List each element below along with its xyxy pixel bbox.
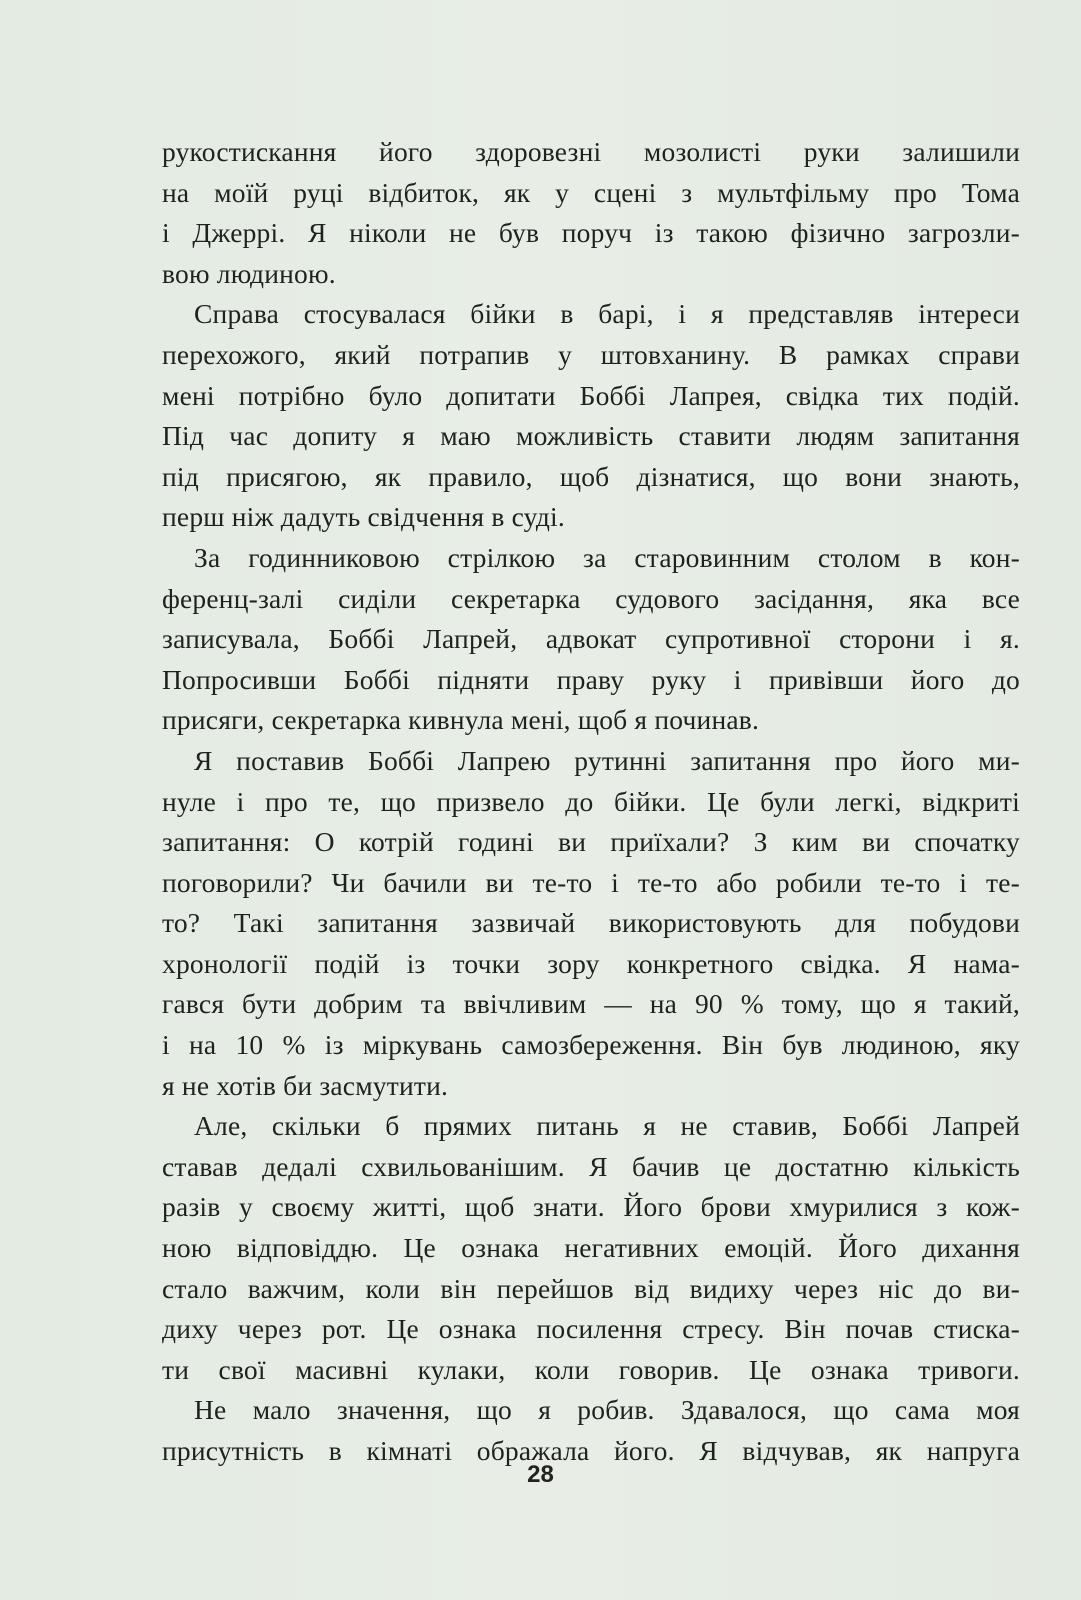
text-line: диху через рот. Це ознака посилення стресу. Він почав стиска- bbox=[162, 1313, 1020, 1345]
text-line: ти свої масивні кулаки, коли говорив. Це ознака тривоги. bbox=[162, 1353, 1020, 1385]
text-line: Справа стосувалася бійки в барі, і я представляв інтереси bbox=[194, 298, 1020, 330]
text-line: записувала, Боббі Лапрей, адвокат супротивної сторони і я. bbox=[162, 623, 1020, 655]
text-line: вою людиною. bbox=[162, 257, 336, 289]
text-line: ною відповіддю. Це ознака негативних емоцій. Його дихання bbox=[162, 1232, 1020, 1264]
text-line: стало важчим, коли він перейшов від видиху через ніс до ви- bbox=[162, 1272, 1020, 1304]
text-line: Не мало значення, що я робив. Здавалося, що сама моя bbox=[194, 1394, 1020, 1426]
text-line: перш ніж дадуть свідчення в суді. bbox=[162, 501, 565, 533]
text-line: ференц-залі сиділи секретарка судового засідання, яка все bbox=[162, 582, 1020, 614]
text-line: ставав дедалі схвильованішим. Я бачив це достатню кількість bbox=[162, 1150, 1020, 1182]
text-line: я не хотів би засмутити. bbox=[162, 1069, 449, 1101]
text-line: рукостискання його здоровезні мозолисті руки залишили bbox=[162, 136, 1020, 167]
body-text bbox=[162, 132, 1020, 1472]
text-line: під присягою, як правило, щоб дізнатися, що вони знають, bbox=[162, 460, 1020, 492]
text-line: Попросивши Боббі підняти праву руку і привівши його до bbox=[162, 663, 1020, 695]
text-line: то? Такі запитання зазвичай використовують для побудови bbox=[162, 907, 1020, 939]
text-line: поговорили? Чи бачили ви те-то і те-то або робили те-то і те- bbox=[162, 866, 1020, 898]
page-number: 28 bbox=[527, 1461, 554, 1488]
text-line: За годинниковою стрілкою за старовинним столом в кон- bbox=[194, 541, 1020, 573]
text-line: перехожого, який потрапив у штовханину. В рамках справи bbox=[162, 338, 1020, 370]
text-line: і на 10 % із міркувань самозбереження. Він був людиною, яку bbox=[162, 1029, 1020, 1061]
text-line: Я поставив Боббі Лапрею рутинні запитання про його ми- bbox=[194, 744, 1020, 776]
text-line: Але, скільки б прямих питань я не ставив, Боббі Лапрей bbox=[194, 1110, 1020, 1142]
text-line: хронології подій із точки зору конкретного свідка. Я нама- bbox=[162, 947, 1020, 979]
text-line: на моїй руці відбиток, як у сцені з мультфільму про Тома bbox=[162, 176, 1020, 208]
text-line: Під час допиту я маю можливість ставити людям запитання bbox=[162, 420, 1020, 452]
text-line: нуле і про те, що призвело до бійки. Це були легкі, відкриті bbox=[162, 785, 1020, 817]
text-line: мені потрібно було допитати Боббі Лапрея, свідка тих подій. bbox=[162, 379, 1020, 411]
text-line: і Джеррі. Я ніколи не був поруч із такою фізично загрозли- bbox=[162, 217, 1020, 249]
text-line: разів у своєму житті, щоб знати. Його брови хмурилися з кож- bbox=[162, 1191, 1020, 1223]
text-line: гався бути добрим та ввічливим — на 90 % тому, що я такий, bbox=[162, 988, 1020, 1020]
text-line: присутність в кімнаті ображала його. Я відчував, як напруга bbox=[162, 1435, 1020, 1466]
text-line: запитання: О котрій годині ви приїхали? З ким ви спочатку bbox=[162, 826, 1020, 858]
text-line: присяги, секретарка кивнула мені, щоб я починав. bbox=[162, 704, 760, 736]
